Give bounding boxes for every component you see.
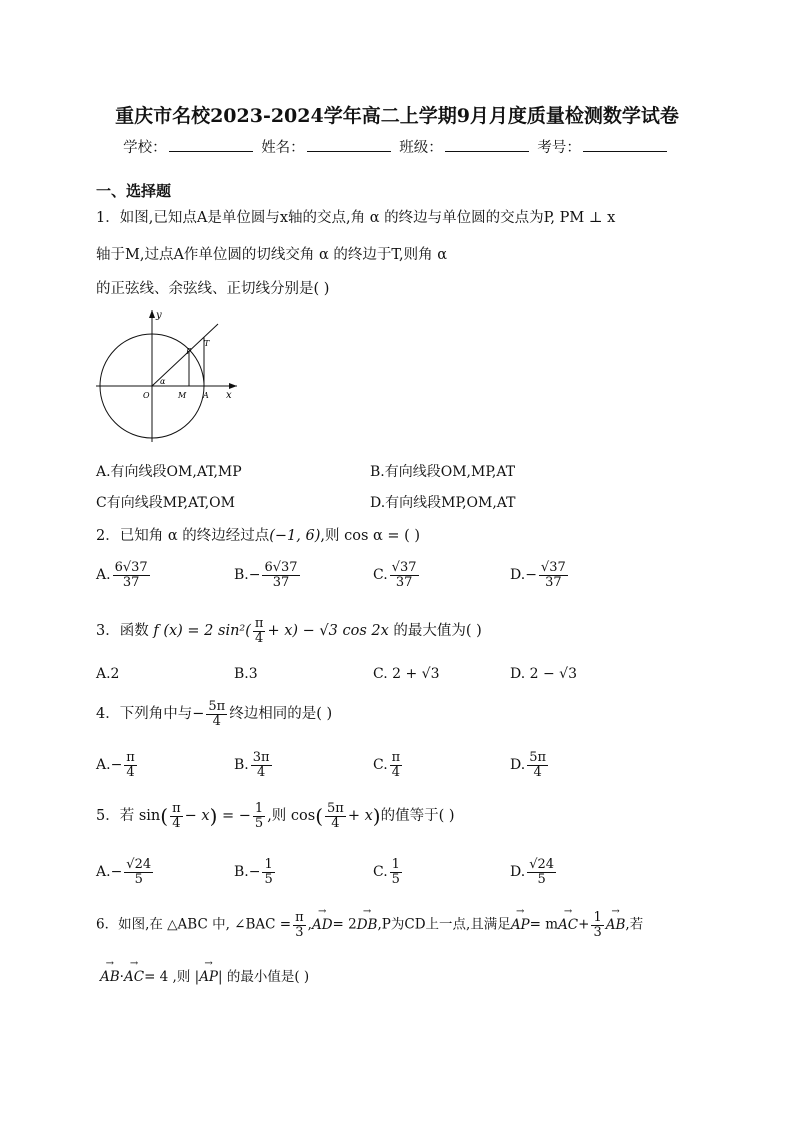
q6-line2-end: | 的最小值是( ) xyxy=(218,969,310,985)
label-p: P xyxy=(186,347,192,356)
sign: − xyxy=(248,567,261,584)
q4-text-pre: 下列角中与 xyxy=(119,706,193,723)
sign: − xyxy=(110,757,123,774)
vector-ap: → AP xyxy=(511,917,530,933)
number-blank[interactable] xyxy=(583,139,667,152)
numerator: 5π xyxy=(327,801,344,816)
numerator: √37 xyxy=(540,560,566,575)
numerator: 5π xyxy=(208,699,226,714)
q1-option-a[interactable]: A.有向线段OM,AT,MP xyxy=(96,464,242,480)
fraction xyxy=(253,617,266,645)
class-label: 班级： xyxy=(399,140,443,156)
numerator: 1 xyxy=(254,801,264,816)
q2-point: (−1, 6) xyxy=(269,528,321,544)
q6-eq2: = 2 xyxy=(332,916,357,933)
label-x: x xyxy=(226,390,232,401)
q3-number: 3． xyxy=(96,623,120,640)
fraction xyxy=(262,858,274,886)
numerator: 6√37 xyxy=(114,560,148,575)
school-blank[interactable] xyxy=(169,139,253,152)
option-label: C. xyxy=(373,757,388,774)
denominator: 5 xyxy=(134,871,143,887)
q3-option-a[interactable]: A.2 xyxy=(96,666,120,682)
q2-option-b[interactable] xyxy=(234,561,302,589)
q1-option-b[interactable]: B.有向线段OM,MP,AT xyxy=(370,464,516,480)
denominator: 4 xyxy=(172,815,181,831)
q1-text-line1: 如图,已知点A是单位圆与x轴的交点,角 α 的终边与单位圆的交点为P, PM ⊥ x xyxy=(119,210,616,226)
option-label: A. xyxy=(96,757,111,774)
fraction xyxy=(527,751,548,779)
vector-ad: → AD xyxy=(312,917,333,933)
fraction xyxy=(390,751,403,779)
name-blank[interactable] xyxy=(307,139,391,152)
q2-text-post: ,则 cos α = ( ) xyxy=(320,528,421,544)
fraction xyxy=(390,858,402,886)
q6-stem-line1: 6．如图,在 △ABC 中, ∠BAC = $\frac{\pi}{3}$ ,→ AD= 2→ DB,P为CD上一点,且满足→ AP= m→ AC+ $\frac{1}{3}$ → AB,若 xyxy=(96,911,643,939)
class-blank[interactable] xyxy=(445,139,529,152)
q2-option-d[interactable] xyxy=(510,561,570,589)
denominator: 4 xyxy=(255,630,264,646)
fraction xyxy=(527,858,556,886)
q4-option-d[interactable] xyxy=(510,751,550,779)
denominator: 37 xyxy=(122,574,140,590)
fraction xyxy=(124,751,137,779)
numerator: √24 xyxy=(529,857,555,872)
option-label: B. xyxy=(234,567,249,584)
school-label: 学校： xyxy=(123,140,167,156)
numerator: 1 xyxy=(264,857,273,872)
numerator: π xyxy=(295,910,304,925)
q3-option-c[interactable]: C. 2 + √3 xyxy=(373,666,440,682)
q6-text-part1: 如图,在 △ABC 中, ∠BAC = xyxy=(118,916,292,933)
option-label: B. xyxy=(234,864,249,881)
y-axis-arrow xyxy=(149,310,155,318)
fraction xyxy=(591,911,603,939)
q5-equals: = − xyxy=(221,808,251,825)
option-label: B. xyxy=(234,757,249,774)
denominator: 5 xyxy=(264,871,273,887)
label-a: A xyxy=(203,391,209,400)
q5-option-d[interactable] xyxy=(510,858,558,886)
numerator: 3π xyxy=(252,750,270,765)
q6-stem-line2 xyxy=(100,965,309,985)
q6-eq3: = m xyxy=(529,916,559,933)
fraction xyxy=(170,802,183,830)
q6-number: 6． xyxy=(96,916,119,933)
numerator: √24 xyxy=(126,857,152,872)
x-axis-arrow xyxy=(229,383,237,389)
q4-number: 4． xyxy=(96,706,120,723)
paren-open: ( xyxy=(315,804,324,829)
numerator: 6√37 xyxy=(264,560,298,575)
sign: − xyxy=(192,706,205,723)
denominator: 4 xyxy=(212,713,221,729)
dot-operator: · xyxy=(119,969,124,985)
q1-number: 1． xyxy=(96,210,120,226)
name-label: 姓名： xyxy=(261,140,305,156)
vector-ab: → AB xyxy=(606,917,626,933)
denominator: 5 xyxy=(537,871,546,887)
label-y: y xyxy=(156,310,162,321)
q4-option-b[interactable] xyxy=(234,751,274,779)
q2-text-pre: 已知角 α 的终边经过点 xyxy=(119,528,270,544)
q4-option-a[interactable] xyxy=(96,751,139,779)
number-label: 考号： xyxy=(537,140,581,156)
q5-text-mid: ,则 cos xyxy=(267,808,316,825)
label-alpha: α xyxy=(160,377,166,386)
numerator: √37 xyxy=(391,560,417,575)
option-label: A. xyxy=(96,864,111,881)
q5-arg1-rest: − x xyxy=(184,808,210,825)
denominator: 5 xyxy=(391,871,400,887)
q3-stem xyxy=(96,617,482,645)
fraction xyxy=(262,561,299,589)
numerator: π xyxy=(126,750,135,765)
paren-close: ) xyxy=(372,804,381,829)
denominator: 4 xyxy=(126,764,135,780)
denominator: 37 xyxy=(395,574,413,590)
option-label: C. xyxy=(373,864,388,881)
numerator: π xyxy=(391,750,401,765)
vector-ab: → AB xyxy=(100,969,120,985)
fraction xyxy=(206,700,227,728)
q5-arg2-rest: + x xyxy=(347,808,373,825)
denominator: 4 xyxy=(257,764,266,780)
vector-ac: → AC xyxy=(558,917,578,933)
label-t: T xyxy=(204,339,210,348)
q5-option-a[interactable] xyxy=(96,858,155,886)
option-label: D. xyxy=(510,757,526,774)
q3-formula-part1: f (x) = 2 sin²( xyxy=(153,623,251,640)
fraction xyxy=(293,911,306,939)
vector-db: → DB xyxy=(357,917,378,933)
sign: − xyxy=(248,864,261,881)
q6-plus: + xyxy=(578,916,590,933)
fraction xyxy=(253,802,265,830)
q1-line1 xyxy=(96,206,615,227)
paren-open: ( xyxy=(160,804,169,829)
q2-option-c[interactable] xyxy=(373,561,421,589)
option-label: A. xyxy=(96,567,111,584)
q5-stem xyxy=(96,802,455,830)
q2-option-a[interactable] xyxy=(96,561,152,589)
q2-number: 2． xyxy=(96,528,120,544)
q3-text-post: 的最大值为( ) xyxy=(393,623,482,640)
q6-text-part3: ,若 xyxy=(625,916,644,933)
q1-option-c[interactable]: C有向线段MP,AT,OM xyxy=(96,495,235,511)
option-label: D. xyxy=(510,864,526,881)
q4-stem xyxy=(96,700,332,728)
document-title: 重庆市名校2023-2024学年高二上学期9月月度质量检测数学试卷 xyxy=(115,105,679,127)
q5-option-b[interactable] xyxy=(234,858,277,886)
q4-text-post: 终边相同的是( ) xyxy=(229,706,333,723)
option-label: C. xyxy=(373,567,388,584)
unit-circle-figure xyxy=(92,306,242,446)
q1-text-line2: 轴于M,过点A作单位圆的切线交角 α 的终边于T,则角 α xyxy=(96,247,447,263)
numerator: π xyxy=(254,616,264,631)
q1-text-line3: 的正弦线、余弦线、正切线分别是( ) xyxy=(96,281,330,297)
vector-ac: → AC xyxy=(124,969,144,985)
q3-formula-part2: + x) − √3 cos 2x xyxy=(267,623,389,640)
q3-text-pre: 函数 xyxy=(119,623,149,640)
q5-number: 5． xyxy=(96,808,120,825)
q1-option-d[interactable]: D.有向线段MP,OM,AT xyxy=(370,495,516,511)
label-m: M xyxy=(178,391,187,400)
student-info-line xyxy=(0,136,794,157)
fraction xyxy=(390,561,419,589)
q5-text-pre: 若 sin xyxy=(119,808,161,825)
fraction xyxy=(325,802,346,830)
denominator: 4 xyxy=(391,764,401,780)
numerator: 5π xyxy=(529,750,547,765)
q5-option-c[interactable] xyxy=(373,858,404,886)
section-heading: 一、选择题 xyxy=(96,182,172,200)
numerator: 1 xyxy=(391,857,400,872)
fraction xyxy=(124,858,153,886)
denominator: 5 xyxy=(254,815,264,831)
paren-close: ) xyxy=(209,804,218,829)
vector-ap: → AP xyxy=(199,969,218,985)
label-o: O xyxy=(143,391,150,400)
fraction xyxy=(113,561,150,589)
q6-line2-eq: = 4 ,则 | xyxy=(144,969,200,985)
denominator: 37 xyxy=(545,574,562,590)
q4-option-c[interactable] xyxy=(373,751,404,779)
denominator: 37 xyxy=(272,574,290,590)
q5-text-post: 的值等于( ) xyxy=(380,808,455,825)
denominator: 3 xyxy=(593,924,602,940)
numerator: 1 xyxy=(593,910,602,925)
denominator: 4 xyxy=(331,815,340,831)
option-label: D. xyxy=(510,567,526,584)
sign: − xyxy=(525,567,537,584)
q6-text-part2: ,P为CD上一点,且满足 xyxy=(377,916,511,933)
q3-option-b[interactable]: B.3 xyxy=(234,666,258,682)
q3-option-d[interactable]: D. 2 − √3 xyxy=(510,666,577,682)
denominator: 3 xyxy=(295,924,304,940)
fraction xyxy=(251,751,272,779)
numerator: π xyxy=(172,801,181,816)
denominator: 4 xyxy=(533,764,542,780)
sign: − xyxy=(110,864,123,881)
q2-stem xyxy=(96,524,420,545)
fraction xyxy=(539,561,568,589)
